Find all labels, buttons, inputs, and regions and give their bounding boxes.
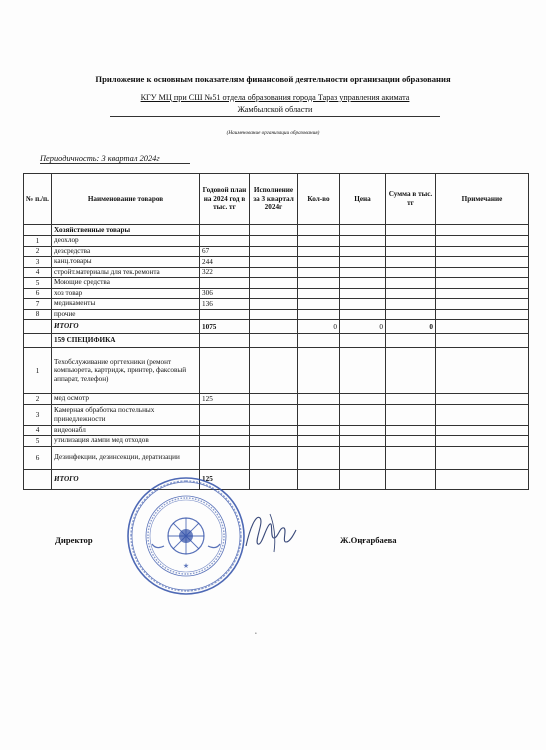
row-number: 4 [24, 267, 52, 278]
table-row [24, 236, 529, 247]
row-number: 7 [24, 299, 52, 310]
row-number: 6 [24, 446, 52, 469]
column-header-sum: Сумма в тыс. тг [386, 174, 436, 225]
column-header-name: Наименование товаров [52, 174, 200, 225]
row-number: 3 [24, 257, 52, 268]
column-header-execution: Исполнение за 3 квартал 2024г [250, 174, 298, 225]
row-number: 3 [24, 404, 52, 425]
table-row [24, 257, 529, 268]
total-quantity: 0 [298, 320, 340, 334]
row-plan: 244 [200, 257, 250, 268]
financial-table [23, 173, 529, 490]
column-header-price: Цена [340, 174, 386, 225]
row-number: 2 [24, 246, 52, 257]
total-plan: 125 [200, 469, 250, 489]
total-label: ИТОГО [52, 469, 200, 489]
section-header-row [24, 334, 529, 348]
table-row [24, 278, 529, 289]
table-row [24, 299, 529, 310]
table-row [24, 446, 529, 469]
row-name: медикаменты [52, 299, 200, 310]
section-title-household: Хозяйственные товары [52, 225, 200, 236]
row-name: утилизация лампи мед отходов [52, 436, 200, 447]
signature-role: Директор [55, 535, 93, 545]
row-plan [200, 425, 250, 436]
column-header-quantity: Кол-во [298, 174, 340, 225]
row-name: Моющие средства [52, 278, 200, 289]
row-name: прочие [52, 309, 200, 320]
row-plan [200, 446, 250, 469]
row-name: хоз товар [52, 288, 200, 299]
column-header-note: Примечание [436, 174, 529, 225]
row-plan: 306 [200, 288, 250, 299]
row-name: Техобслуживание оргтехники (ремонт компьюрета, картридж, принтер, факсовый аппарат, телефон) [52, 348, 200, 394]
row-number: 2 [24, 394, 52, 405]
row-plan: 322 [200, 267, 250, 278]
row-plan [200, 278, 250, 289]
row-number: 8 [24, 309, 52, 320]
table-row [24, 404, 529, 425]
total-sum: 0 [386, 320, 436, 334]
total-plan: 1075 [200, 320, 250, 334]
row-name: Камерная обработка постельных принедлежности [52, 404, 200, 425]
table-row [24, 348, 529, 394]
table-row [24, 288, 529, 299]
row-number: 1 [24, 236, 52, 247]
table-row [24, 267, 529, 278]
row-number: 1 [24, 348, 52, 394]
row-name: деохлор [52, 236, 200, 247]
column-header-number: № п./п. [24, 174, 52, 225]
total-row-household [24, 320, 529, 334]
organization-line-2: Жамбылской области [237, 105, 313, 114]
document-title: Приложение к основным показателям финансовой деятельности организации образования [95, 74, 451, 84]
signature-name: Ж.Оңғарбаева [340, 535, 397, 545]
organization-line-1: КГУ МЦ при СШ №51 отдела образования города Тараз управления акимата [140, 93, 410, 102]
svg-text:★: ★ [182, 562, 190, 570]
section-title-159: 159 СПЕЦИФИКА [52, 334, 200, 348]
table-row [24, 246, 529, 257]
page-mark: • [255, 632, 257, 637]
row-name: канц.товары [52, 257, 200, 268]
row-plan [200, 309, 250, 320]
section-header-row [24, 225, 529, 236]
table-row [24, 425, 529, 436]
row-number: 6 [24, 288, 52, 299]
row-plan: 125 [200, 394, 250, 405]
period-label: Периодичность: 3 квартал 2024г [40, 154, 190, 164]
director-signature [240, 508, 300, 558]
row-name: мед осмотр [52, 394, 200, 405]
total-price: 0 [340, 320, 386, 334]
row-name: стройт.материалы для тек.ремонта [52, 267, 200, 278]
total-label: ИТОГО [52, 320, 200, 334]
row-plan: 67 [200, 246, 250, 257]
row-name: Дезинфекции, дезинсекции, дератизации [52, 446, 200, 469]
row-number: 5 [24, 436, 52, 447]
row-plan: 136 [200, 299, 250, 310]
organization-caption: (Наименование организации образования) [226, 130, 320, 136]
table-row [24, 436, 529, 447]
row-name: дезсредства [52, 246, 200, 257]
row-plan [200, 236, 250, 247]
total-row-159 [24, 469, 529, 489]
table-row [24, 394, 529, 405]
row-plan [200, 348, 250, 394]
row-number: 4 [24, 425, 52, 436]
row-number: 5 [24, 278, 52, 289]
table-header-row [24, 174, 529, 225]
table-row [24, 309, 529, 320]
row-plan [200, 436, 250, 447]
row-plan [200, 404, 250, 425]
official-stamp-seal [126, 476, 246, 596]
organization-name [110, 92, 440, 117]
row-name: видеонабл [52, 425, 200, 436]
column-header-plan: Годовой план на 2024 год в тыс. тг [200, 174, 250, 225]
